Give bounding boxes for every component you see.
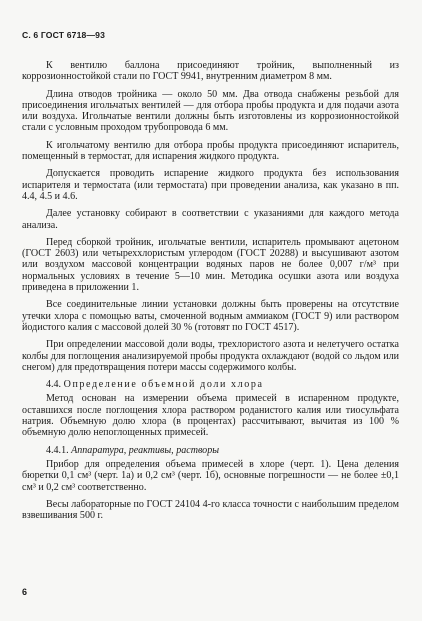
paragraph: Допускается проводить испарение жидкого продукта без использования испарителя и термостата (или термостата) при проведении анализа, как указано в пп. 4.4, 4.5 и 4.6. [22,168,399,202]
section-heading-4-4-1 [22,445,399,456]
section-number: 4.4.1. [46,444,69,456]
document-body [22,60,399,527]
paragraph: При определении массовой доли воды, трехлористого азота и нелетучего остатка колбы для поглощения анализируемой пробы продукта охлаждают (водой со льдом или снегом) для предотвращения потери массы содержимого колбы. [22,339,399,373]
section-title: Определение объемной доли хлора [63,379,264,391]
section-text: Метод основан на измерении объема примесей в испаренном продукте, оставшихся после поглощения хлора раствором роданистого калия или тиосульфата натрия. Объемную долю хлора (в процентах) рассчитывают, вычитая из 100 % объемную долю непоглощенных примесей. [22,393,399,439]
section-title: Аппаратура, реактивы, растворы [71,444,220,456]
paragraph: К вентилю баллона присоединяют тройник, выполненный из коррозионностойкой стали по ГОСТ 9941, внутренним диаметром 8 мм. [22,60,399,83]
section-number: 4.4. [46,379,62,391]
page-number: 6 [22,587,28,597]
paragraph: Весы лабораторные по ГОСТ 24104 4-го класса точности с наибольшим пределом взвешивания 500 г. [22,498,399,522]
paragraph: Перед сборкой тройник, игольчатые вентили, испаритель промывают ацетоном (ГОСТ 2603) или четыреххлористым углеродом (ГОСТ 20288) и высушивают азотом или воздухом массовой концентрации водяных паров не более 0,007 г/м³ при нормальных условиях в течение 5—10 мин. Методика осушки азота или воздуха приведена в приложении 1. [22,236,399,294]
section-heading-4-4 [22,379,399,390]
page-header: С. 6 ГОСТ 6718—93 [22,30,106,40]
paragraph: Далее установку собирают в соответствии с указаниями для каждого метода анализа. [22,208,399,231]
paragraph: Длина отводов тройника — около 50 мм. Два отвода снабжены резьбой для присоединения игольчатых вентилей — для отбора пробы продукта и для подачи азота или воздуха. Игольчатые вентили должны быть изготовлены из коррозионностойкой стали с условным проходом трубопровода 6 мм. [22,88,399,134]
paragraph: Прибор для определения объема примесей в хлоре (черт. 1). Цена деления бюретки 0,1 см³ (черт. 1а) и 0,2 см³ (черт. 1б), основные погрешности — не более ±0,1 см³ и 0,2 см³ соответственно. [22,458,399,493]
paragraph: К игольчатому вентилю для отбора пробы продукта присоединяют испаритель, помещенный в термостат, для испарения жидкого продукта. [22,139,399,163]
paragraph: Все соединительные линии установки должны быть проверены на отсутствие утечки хлора с помощью ваты, смоченной водным аммиаком (ГОСТ 9) или раствором йодистого калия с массовой долей 30 % (готовят по ГОСТ 4517). [22,299,399,333]
